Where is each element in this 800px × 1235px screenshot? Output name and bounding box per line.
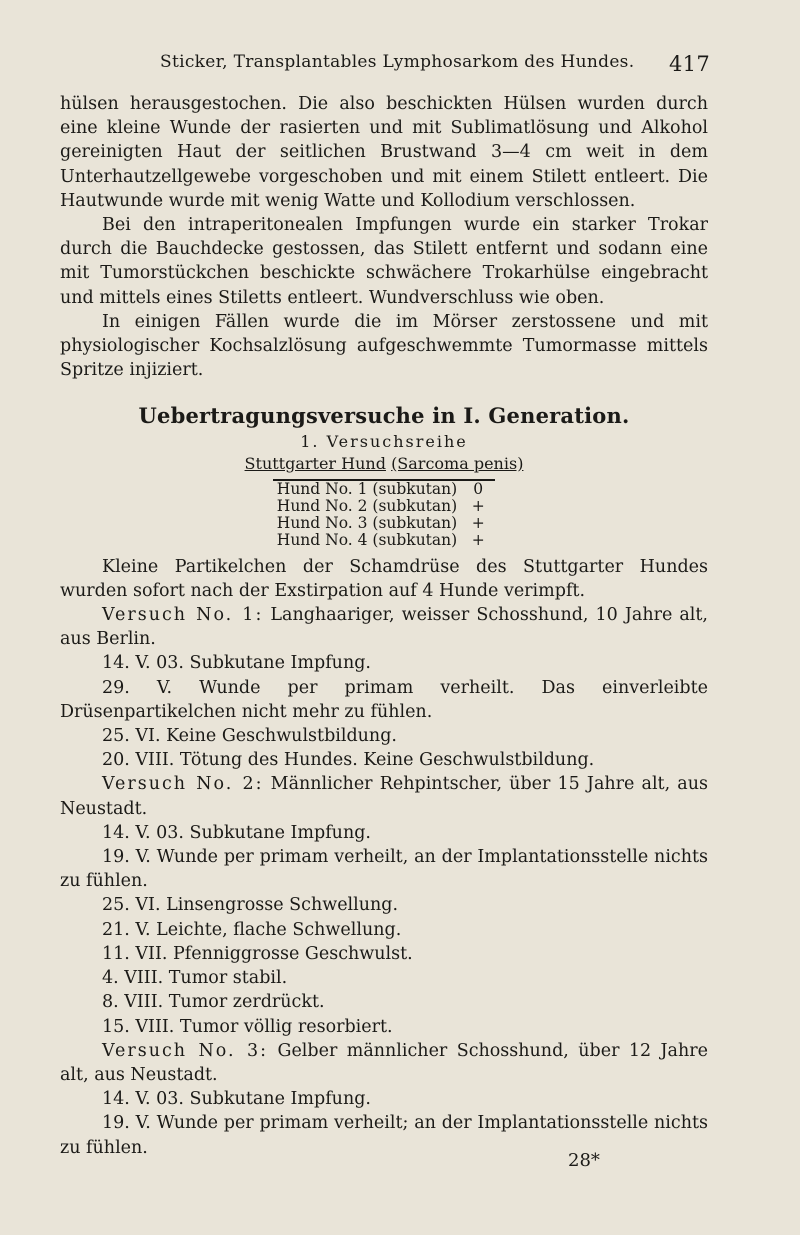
log-entry: 20. VIII. Tötung des Hundes. Keine Geschwulstbildung. <box>102 750 595 771</box>
log-entry: 25. VI. Keine Geschwulstbildung. <box>102 726 397 747</box>
dog-result: + <box>471 496 485 515</box>
signature-mark: 28* <box>568 1150 600 1171</box>
source-dog-diagnosis: (Sarcoma penis) <box>391 453 524 473</box>
section-heading: Uebertragungsversuche in I. Generation. <box>138 403 630 429</box>
page-body <box>60 92 708 1160</box>
dog-name: Hund No. 3 (subkutan) <box>276 513 458 532</box>
dog-result: + <box>471 530 485 549</box>
experiment-intro <box>60 1039 708 1087</box>
page-number: 417 <box>669 52 710 76</box>
series-title: 1. Versuchsreihe <box>300 431 468 451</box>
experiment-label: Versuch No. 3: <box>102 1040 269 1061</box>
dog-result: + <box>471 513 485 532</box>
dog-name: Hund No. 2 (subkutan) <box>276 496 458 515</box>
log-entry: 4. VIII. Tumor stabil. <box>102 968 288 989</box>
dog-table <box>273 479 495 549</box>
log-entry: 19. V. Wunde per primam verheilt, an der Implantationsstelle nichts zu fühlen. <box>60 847 708 892</box>
source-dog <box>60 453 708 475</box>
log-entry: 21. V. Leichte, flache Schwellung. <box>102 919 402 940</box>
log-entry: 14. V. 03. Subkutane Impfung. <box>102 822 371 843</box>
table-row <box>273 498 495 515</box>
log-entry: 8. VIII. Tumor zerdrückt. <box>102 992 325 1013</box>
running-header <box>160 52 720 76</box>
table-row <box>273 532 495 549</box>
paragraph: hülsen herausgestochen. Die also beschickten Hülsen wurden durch eine kleine Wunde der rasierten und mit Sublimatlösung und Alkohol gereinigten Haut der seitlichen Brustwand 3—4 cm weit in dem Unterhautzellgewebe vorgeschoben und mit einem Stilett entleert. Die Hautwunde wurde mit wenig Watte und Kollodium verschlossen. <box>60 94 708 211</box>
dog-name: Hund No. 1 (subkutan) <box>276 479 458 498</box>
table-row <box>273 515 495 532</box>
experiment-intro <box>60 772 708 820</box>
log-entry: 29. V. Wunde per primam verheilt. Das einverleibte Drüsenpartikelchen nicht mehr zu fühlen. <box>60 677 708 722</box>
table-row <box>273 480 495 498</box>
dog-result: 0 <box>473 479 484 498</box>
experiment-description: Langhaariger, weisser Schosshund, 10 Jahre alt, aus Berlin. <box>60 605 708 650</box>
log-entry: 15. VIII. Tumor völlig resorbiert. <box>102 1016 393 1037</box>
log-entry: 19. V. Wunde per primam verheilt; an der Implantationsstelle nichts zu fühlen. <box>60 1113 708 1158</box>
source-dog-name: Stuttgarter Hund <box>244 453 386 473</box>
experiment-description: Männlicher Rehpintscher, über 15 Jahre alt, aus Neustadt. <box>60 774 708 819</box>
log-entry: 14. V. 03. Subkutane Impfung. <box>102 653 371 674</box>
summary-paragraph: Kleine Partikelchen der Schamdrüse des Stuttgarter Hundes wurden sofort nach der Exstirpation auf 4 Hunde verimpft. <box>60 556 708 601</box>
experiment-description: Gelber männlicher Schosshund, über 12 Jahre alt, aus Neustadt. <box>60 1040 708 1085</box>
log-entry: 25. VI. Linsengrosse Schwellung. <box>102 895 399 916</box>
paragraph: In einigen Fällen wurde die im Mörser zerstossene und mit physiologischer Kochsalzlösung aufgeschwemmte Tumormasse mittels Spritze injiziert. <box>60 311 708 381</box>
header-title: Sticker, Transplantables Lymphosarkom des Hundes. <box>160 52 635 72</box>
log-entry: 11. VII. Pfenniggrosse Geschwulst. <box>102 943 413 964</box>
paragraph: Bei den intraperitonealen Impfungen wurde ein starker Trokar durch die Bauchdecke gestossen, das Stilett entfernt und sodann eine mit Tumorstückchen beschickte schwächere Trokarhülse eingebracht und mittels eines Stiletts entleert. Wundverschluss wie oben. <box>60 215 708 308</box>
experiment-label: Versuch No. 2: <box>102 774 264 795</box>
experiment-label: Versuch No. 1: <box>102 605 264 626</box>
experiment-intro <box>60 603 708 651</box>
log-entry: 14. V. 03. Subkutane Impfung. <box>102 1089 371 1110</box>
dog-name: Hund No. 4 (subkutan) <box>276 530 458 549</box>
